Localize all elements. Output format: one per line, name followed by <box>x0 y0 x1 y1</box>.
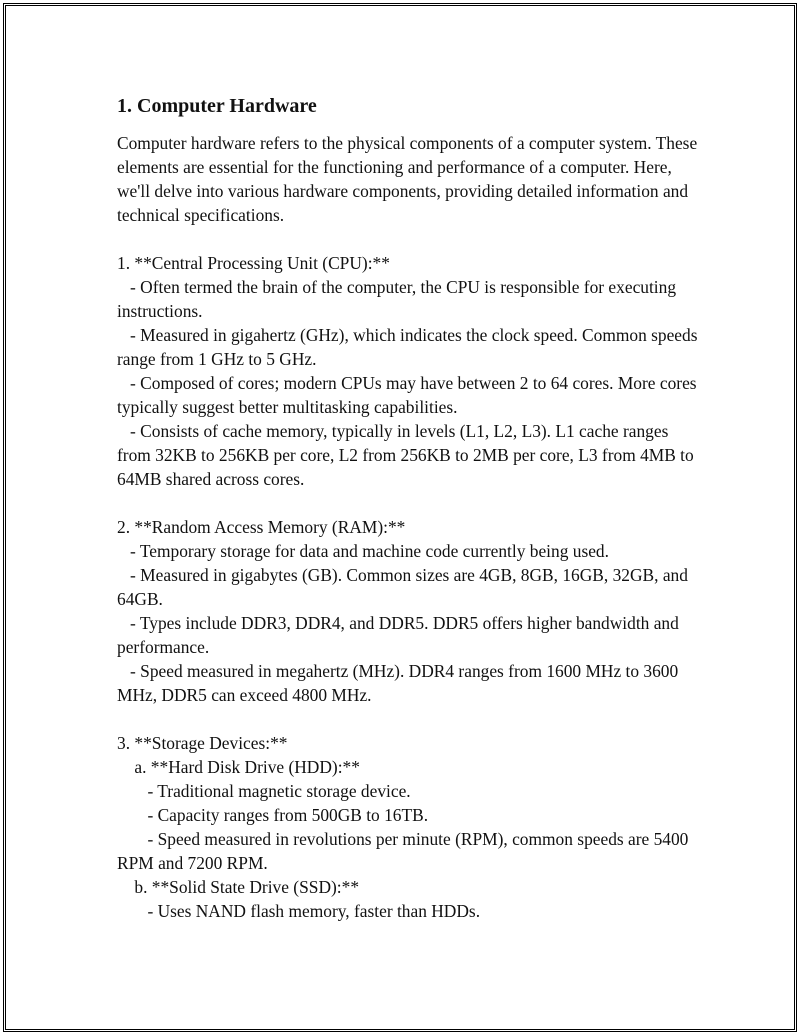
ram-section <box>117 515 702 707</box>
cpu-item: - Often termed the brain of the computer, the CPU is responsible for executing instructions. <box>117 277 681 321</box>
storage-item: b. **Solid State Drive (SSD):** <box>117 877 360 897</box>
storage-item: - Uses NAND flash memory, faster than HDDs. <box>117 901 481 921</box>
document-body <box>117 92 702 923</box>
storage-item: - Traditional magnetic storage device. <box>117 781 411 801</box>
section-heading: 1. Computer Hardware <box>117 95 317 117</box>
cpu-title: 1. **Central Processing Unit (CPU):** <box>117 253 390 273</box>
ram-item: - Temporary storage for data and machine code currently being used. <box>117 541 609 561</box>
storage-item: - Speed measured in revolutions per minute (RPM), common speeds are 5400 RPM and 7200 RPM. <box>117 829 693 873</box>
spacer <box>117 707 702 731</box>
spacer <box>117 227 702 251</box>
cpu-item: - Composed of cores; modern CPUs may have between 2 to 64 cores. More cores typically suggest better multitasking capabilities. <box>117 373 701 417</box>
storage-section <box>117 731 702 923</box>
spacer <box>117 491 702 515</box>
storage-item: - Capacity ranges from 500GB to 16TB. <box>117 805 429 825</box>
storage-item: a. **Hard Disk Drive (HDD):** <box>117 757 360 777</box>
ram-item: - Speed measured in megahertz (MHz). DDR4 ranges from 1600 MHz to 3600 MHz, DDR5 can exceed 4800 MHz. <box>117 661 683 705</box>
intro-paragraph: Computer hardware refers to the physical components of a computer system. These elements are essential for the functioning and performance of a computer. Here, we'll delve into various hardware components, providing detailed information and technical specifications. <box>117 133 702 225</box>
storage-title: 3. **Storage Devices:** <box>117 733 288 753</box>
ram-title: 2. **Random Access Memory (RAM):** <box>117 517 406 537</box>
ram-item: - Types include DDR3, DDR4, and DDR5. DDR5 offers higher bandwidth and performance. <box>117 613 684 657</box>
cpu-section <box>117 251 702 491</box>
ram-item: - Measured in gigabytes (GB). Common sizes are 4GB, 8GB, 16GB, 32GB, and 64GB. <box>117 565 693 609</box>
cpu-item: - Measured in gigahertz (GHz), which indicates the clock speed. Common speeds range from 1 GHz to 5 GHz. <box>117 325 702 369</box>
cpu-item: - Consists of cache memory, typically in levels (L1, L2, L3). L1 cache ranges from 32KB to 256KB per core, L2 from 256KB to 2MB per core, L3 from 4MB to 64MB shared across cores. <box>117 421 699 489</box>
